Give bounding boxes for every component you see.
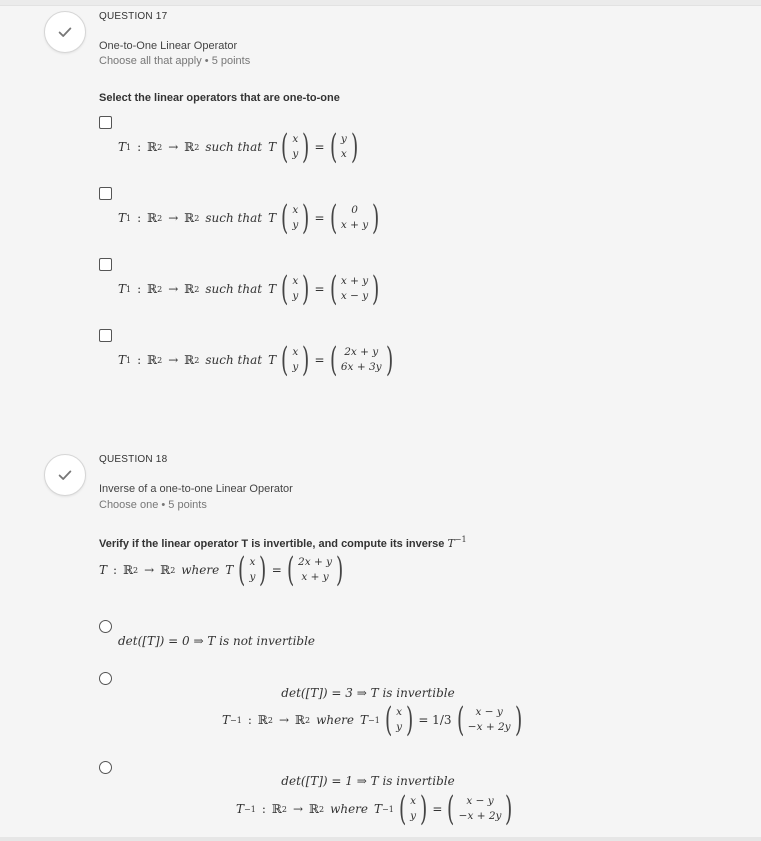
option-3-formula: T 1 : ℝ 2 → ℝ 2 such that T ( x y ) = ( x + y x − y ) [118,269,380,309]
radio-option-2-formula: T −1 : ℝ 2 → ℝ 2 where T −1 ( x y ) = 1/3 ( x − y −x + 2y ) [222,700,522,740]
checkbox-option-3[interactable] [99,258,112,271]
question-number-18: QUESTION 18 [99,454,168,465]
completed-check-icon-q18 [44,454,86,496]
checkmark-icon [56,23,74,41]
radio-option-1-text: det([T]) = 0 ⇒ T is not invertible [118,634,316,648]
radio-option-3-line1: det([T]) = 1 ⇒ T is invertible [281,774,455,788]
bottom-divider [0,837,761,841]
checkmark-icon [56,466,74,484]
radio-option-3[interactable] [99,761,112,774]
operator-definition: T : ℝ 2 → ℝ 2 where T ( x y ) = ( 2x + y x + y ) [99,550,344,590]
option-1-formula: T 1 : ℝ 2 → ℝ 2 such that T ( x y ) = ( y x ) [118,127,359,167]
question-prompt-17: Select the linear operators that are one-to-one [99,92,340,104]
option-4-formula: T 1 : ℝ 2 → ℝ 2 such that T ( x y ) = ( 2x + y 6x + 3y ) [118,340,393,380]
question-number-17: QUESTION 17 [99,11,168,22]
option-2-formula: T 1 : ℝ 2 → ℝ 2 such that T ( x y ) = ( 0 x + y ) [118,198,380,238]
radio-option-2-line1: det([T]) = 3 ⇒ T is invertible [281,686,455,700]
question-meta-18: Choose one • 5 points [99,499,207,511]
question-title-18: Inverse of a one-to-one Linear Operator [99,483,293,495]
completed-check-icon-q17 [44,11,86,53]
checkbox-option-2[interactable] [99,187,112,200]
question-meta-17: Choose all that apply • 5 points [99,55,251,67]
checkbox-option-1[interactable] [99,116,112,129]
radio-option-2[interactable] [99,672,112,685]
radio-option-3-formula: T −1 : ℝ 2 → ℝ 2 where T −1 ( x y ) = ( x − y −x + 2y ) [236,789,513,829]
checkbox-option-4[interactable] [99,329,112,342]
radio-option-1[interactable] [99,620,112,633]
question-prompt-18: Verify if the linear operator T is invertible, and compute its inverse $T^{-1}$ [99,535,467,550]
question-title-17: One-to-One Linear Operator [99,40,238,52]
top-divider [0,0,761,6]
